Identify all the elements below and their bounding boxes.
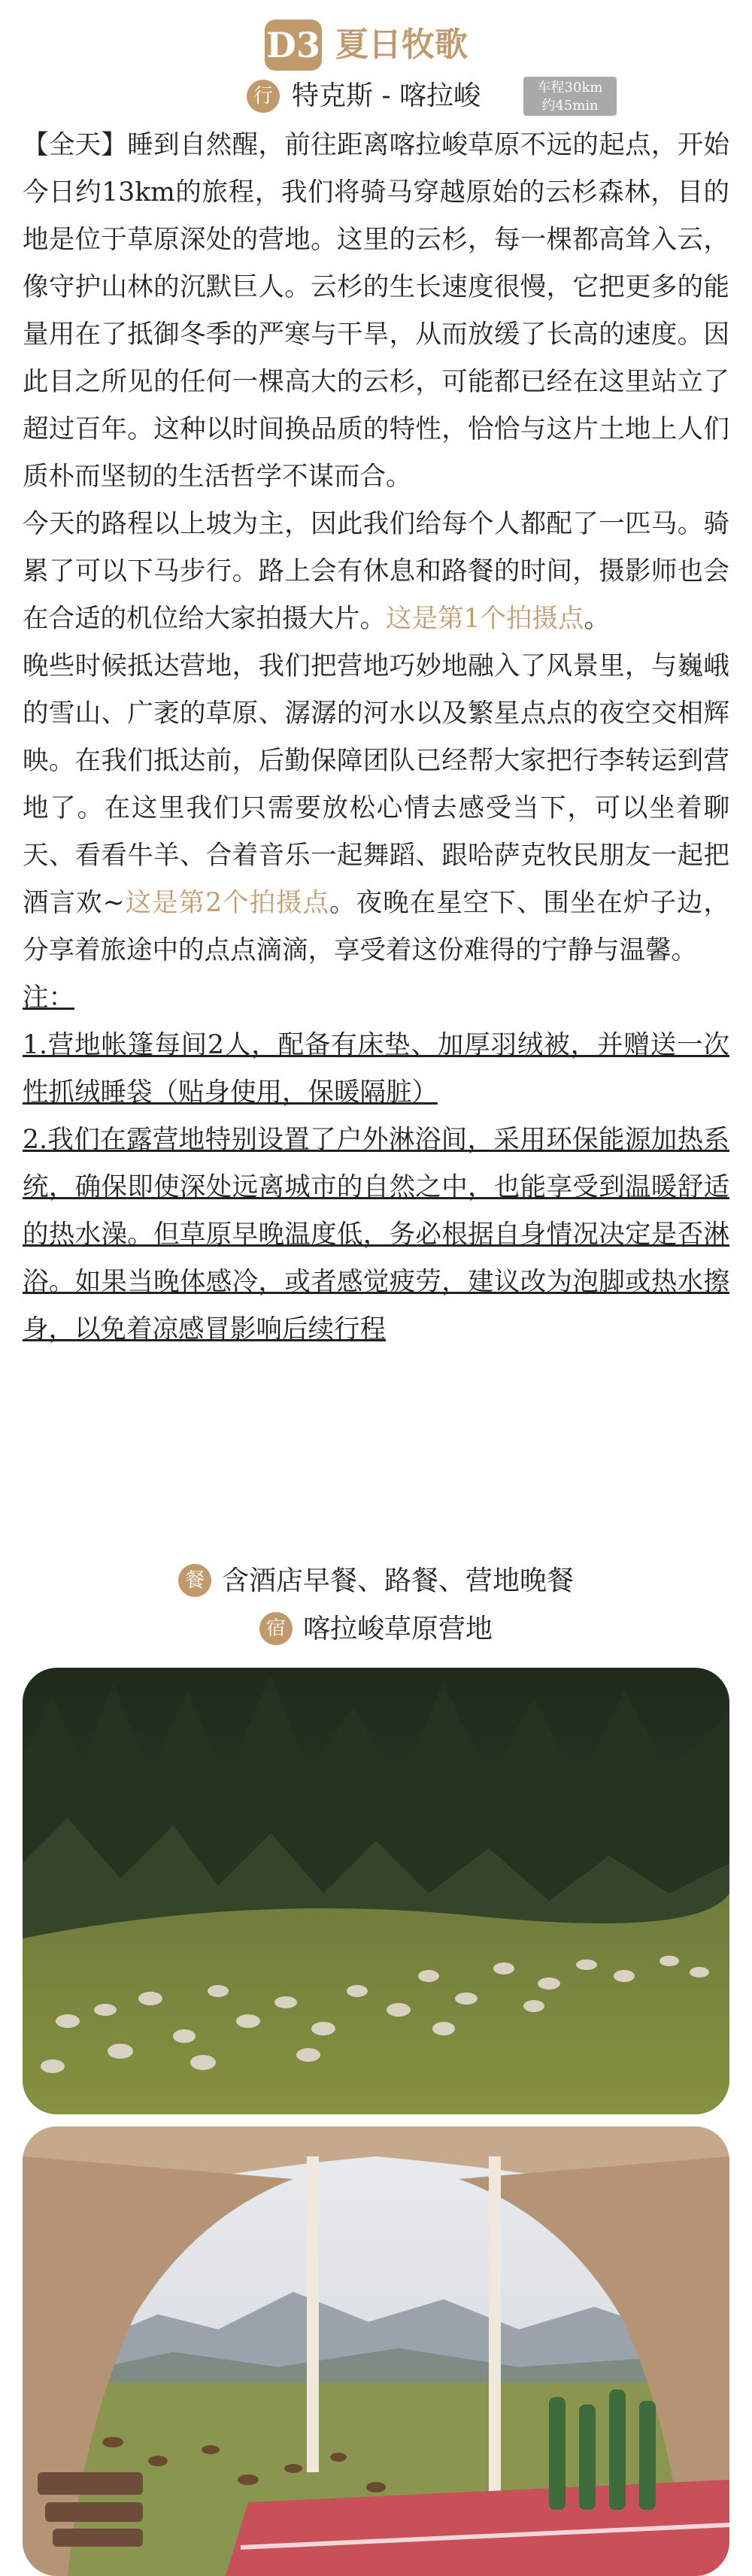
- route-tag-icon: 行: [247, 80, 280, 113]
- meals-row: [0, 1559, 752, 1603]
- tent-view-image: [23, 2126, 729, 2576]
- tent-view-photo: [23, 2126, 729, 2576]
- stay-tag-icon: 宿: [259, 1612, 293, 1645]
- photo-spot-2: 这是第2个拍摄点: [124, 888, 330, 918]
- stay-text: 喀拉峻草原营地: [302, 1614, 493, 1644]
- paragraph-day: 【全天】睡到自然醒，前往距离喀拉峻草原不远的起点，开始今日约13km的旅程，我们将骑马穿越原始的云杉森林，目的地是位于草原深处的营地。这里的云杉，每一棵都高耸入云，像守护山林的沉默巨人。云杉的生长速度很慢，它把更多的能量用在了抵御冬季的严寒与干旱，从而放缓了长高的速度。因此目之所见的任何一棵高大的云杉，可能都已经在这里站立了超过百年。这种以时间换品质的特性，恰恰与这片土地上人们质朴而坚韧的生活哲学不谋而合。: [23, 130, 729, 492]
- distance-line: 车程30km: [537, 80, 603, 95]
- note-tent: 1.营地帐篷每间2人，配备有床垫、加厚羽绒被，并赠送一次性抓绒睡袋（贴身使用，保暖隔脏）: [23, 1030, 729, 1108]
- paragraph-ride-text: 今天的路程以上坡为主，因此我们给每个人都配了一匹马。骑累了可以下马步行。路上会有休息和路餐的时间，摄影师也会在合适的机位给大家拍摄大片。: [23, 509, 729, 634]
- paragraph-camp: [23, 643, 729, 974]
- sheep-meadow-photo: [23, 1668, 729, 2114]
- distance-badge: [523, 77, 617, 116]
- meals-text: 含酒店早餐、路餐、营地晚餐: [221, 1565, 574, 1596]
- day-header: [0, 17, 752, 69]
- note-shower: 2.我们在露营地特别设置了户外淋浴间，采用环保能源加热系统，确保即使深处远离城市的自然之中，也能享受到温暖舒适的热水澡。但草原早晚温度低，务必根据自身情况决定是否淋浴。如果当晚体感冷，或者感觉疲劳，建议改为泡脚或热水擦身，以免着凉感冒影响后续行程: [23, 1125, 729, 1344]
- notes-title: 注：: [23, 983, 74, 1013]
- paragraph-camp-text: 晚些时候抵达营地，我们把营地巧妙地融入了风景里，与巍峨的雪山、广袤的草原、潺潺的河水以及繁星点点的夜空交相辉映。在我们抵达前，后勤保障团队已经帮大家把行李转运到营地了。在这里我们只需要放松心情去感受当下，可以坐着聊天、看看牛羊、合着音乐一起舞蹈、跟哈萨克牧民朋友一起把酒言欢~: [23, 651, 729, 918]
- stay-row: [0, 1608, 752, 1651]
- itinerary-body: [23, 122, 729, 1353]
- day-title: 夏日牧歌: [335, 26, 468, 64]
- route-row: [0, 75, 752, 117]
- meal-tag-icon: 餐: [178, 1564, 211, 1597]
- day-badge: D3: [265, 20, 322, 71]
- paragraph-ride: [23, 501, 729, 643]
- photo-spot-1: 这是第1个拍摄点: [386, 604, 584, 634]
- route-text: 特克斯 - 喀拉峻: [292, 80, 481, 111]
- duration-line: 约45min: [541, 98, 599, 114]
- paragraph-camp-end: 。夜晚在星空下、围坐在炉子边，分享着旅途中的点点滴滴，享受着这份难得的宁静与温馨。: [23, 888, 729, 965]
- sheep-meadow-image: [23, 1668, 729, 2114]
- paragraph-ride-end: 。: [584, 604, 610, 634]
